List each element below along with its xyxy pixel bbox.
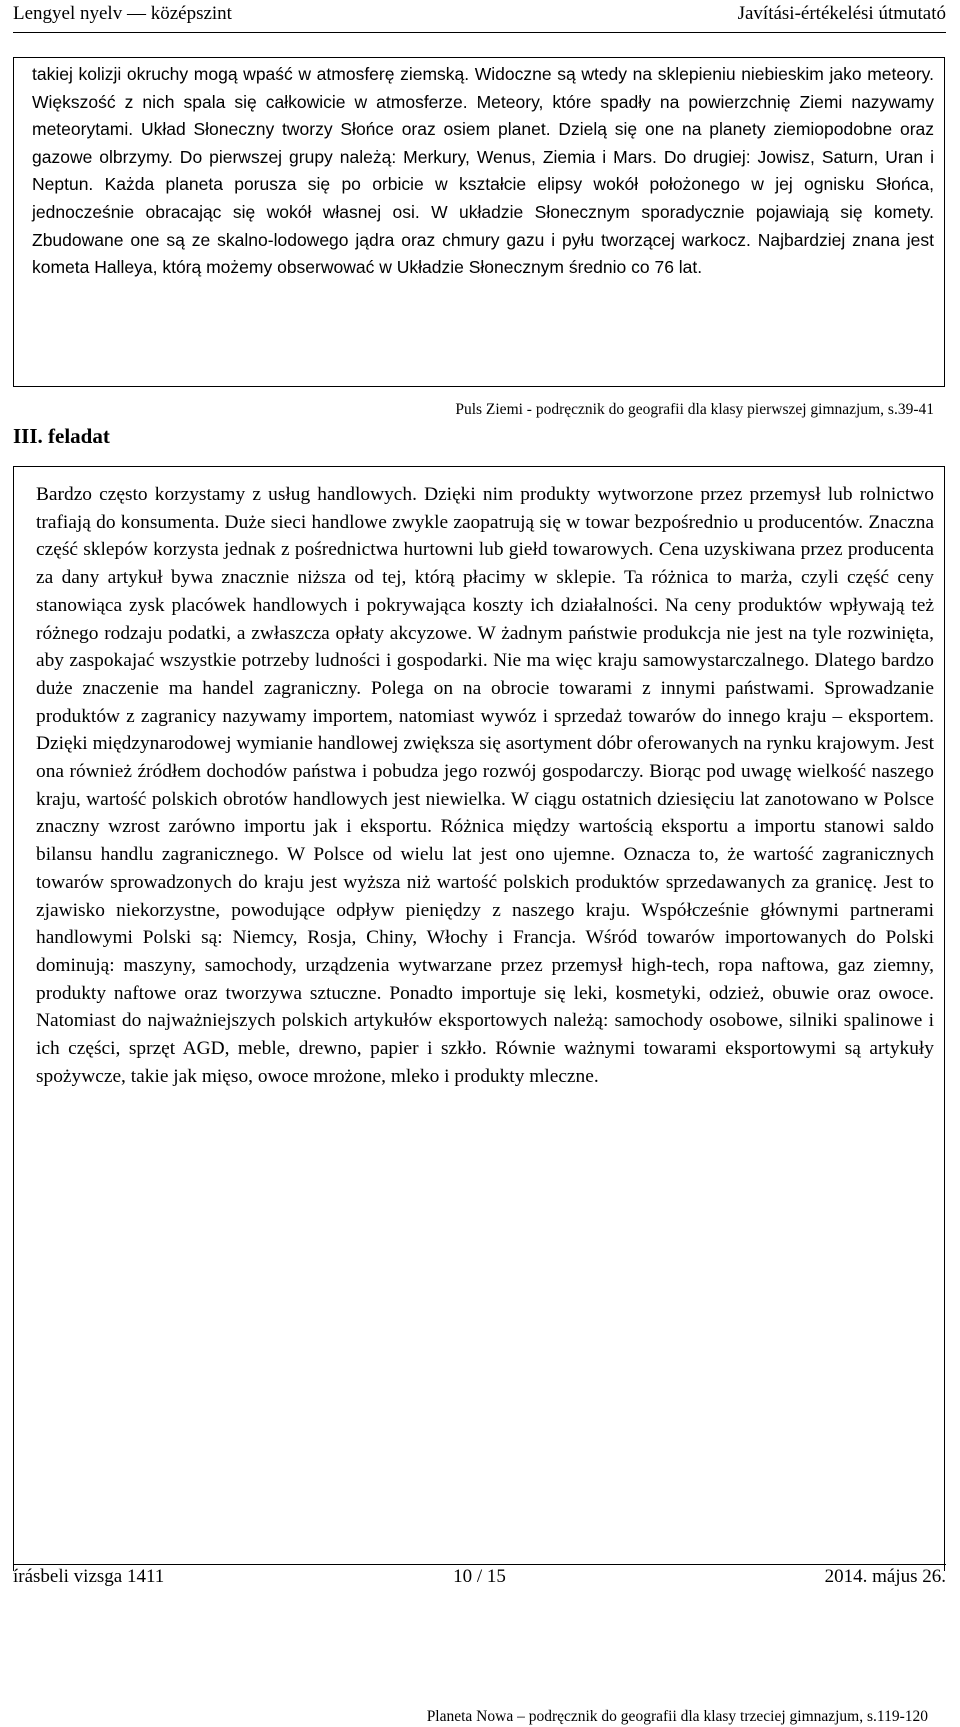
box-top-border xyxy=(13,57,945,58)
source-citation-1: Puls Ziemi - podręcznik do geografii dla klasy pierwszej gimnazjum, s.39-41 xyxy=(455,401,934,418)
reading-text-box-1 xyxy=(13,57,945,418)
page-header xyxy=(13,0,946,33)
footer-exam-code: írásbeli vizsga 1411 xyxy=(13,1566,165,1587)
page-footer xyxy=(13,1566,946,1588)
source-citation-2: Planeta Nowa – podręcznik do geografii dla klasy trzeciej gimnazjum, s.119-120 xyxy=(426,1708,928,1725)
page-number: 10 / 15 xyxy=(453,1566,506,1587)
footer-divider xyxy=(13,1564,946,1565)
header-guide-title: Javítási-értékelési útmutató xyxy=(737,3,946,24)
header-subject: Lengyel nyelv — középszint xyxy=(13,3,232,24)
footer-date: 2014. május 26. xyxy=(824,1566,946,1587)
reading-text-1: takiej kolizji okruchy mogą wpaść w atmosferę ziemską. Widoczne są wtedy na sklepieniu niebieskim jako meteory. Większość z nich spala się całkowicie w atmosferze. Meteory, które spadły na powierzchnię Ziemi nazywamy meteorytami. Układ Słoneczny tworzy Słońce oraz osiem planet. Dzielą się one na planety ziemiopodobne oraz gazowe olbrzymy. Do pierwszej grupy należą: Merkury, Wenus, Ziemia i Mars. Do drugiej: Jowisz, Saturn, Uran i Neptun. Każda planeta porusza się po orbicie w kształcie elipsy wokół położonego w jej ognisku Słońca, jednocześnie obracając się wokół własnej osi. W układzie Słonecznym sporadycznie pojawiają się komety. Zbudowane one są ze skalno-lodowego jądra oraz chmury gazu i pyłu tworzącej warkocz. Najbardziej znana jest kometa Halleya, którą możemy obserwować w Układzie Słonecznym średnio co 76 lat. xyxy=(32,64,934,278)
reading-text-2: Bardzo często korzystamy z usług handlowych. Dzięki nim produkty wytworzone przez przemysł lub rolnictwo trafiają do konsumenta. Duże sieci handlowe zwykle zaopatrują się w towar bezpośrednio u producentów. Znaczna część sklepów korzysta jednak z pośrednictwa hurtowni lub giełd towarowych. Cena uzyskiwana przez producenta za dany artykuł bywa znacznie niższa od tej, którą płacimy w sklepie. Ta różnica to marża, czyli część ceny stanowiąca zysk placówek handlowych i pokrywająca koszty ich działalności. Na ceny produktów wpływają też różnego rodzaju podatki, a zwłaszcza opłaty akcyzowe. W żadnym państwie produkcja nie jest na tyle rozwinięta, aby zaspokajać wszystkie potrzeby ludności i gospodarki. Nie ma więc kraju samowystarczalnego. Dlatego bardzo duże znaczenie ma handel zagraniczny. Polega on na obrocie towarami z innymi państwami. Sprowadzanie produktów z zagranicy nazywamy importem, natomiast wywóz i sprzedaż towarów do innego kraju – eksportem. Dzięki międzynarodowej wymianie handlowej zwiększa się asortyment dóbr oferowanych na rynku krajowym. Jest ona również źródłem dochodów państwa i pobudza jego rozwój gospodarczy. Biorąc pod uwagę wielkość naszego kraju, wartość polskich obrotów handlowych jest niewielka. W ciągu ostatnich dziesięciu lat zanotowano w Polsce znaczny wzrost zarówno importu jak i eksportu. Różnica między wartością eksportu a importu stanowi saldo bilansu handlu zagranicznego. W Polsce od wielu lat jest ono ujemne. Oznacza to, że wartość zagranicznych towarów sprowadzonych do kraju jest wyższa niż wartość polskich produktów sprzedawanych za granicę. Jest to zjawisko niekorzystne, powodujące odpływ pieniędzy z naszego kraju. Współcześnie głównymi partnerami handlowymi Polski są: Niemcy, Rosja, Chiny, Włochy i Francja. Wśród towarów importowanych do Polski dominują: maszyny, samochody, urządzenia wytwarzane przez przemysł high-tech, ropa naftowa, gaz ziemny, produkty naftowe oraz tworzywa sztuczne. Ponadto importuje się leki, kosmetyki, odzież, obuwie oraz owoce. Natomiast do najważniejszych polskich artykułów eksportowych należą: samochody osobowe, silniki spalinowe i ich części, sprzęt AGD, meble, drewno, papier i szkło. Równie ważnymi towarami eksportowymi są artykuły spożywcze, takie jak mięso, owoce mrożone, mleko i produkty mleczne. xyxy=(36,484,934,1087)
task-heading: III. feladat xyxy=(13,424,110,448)
